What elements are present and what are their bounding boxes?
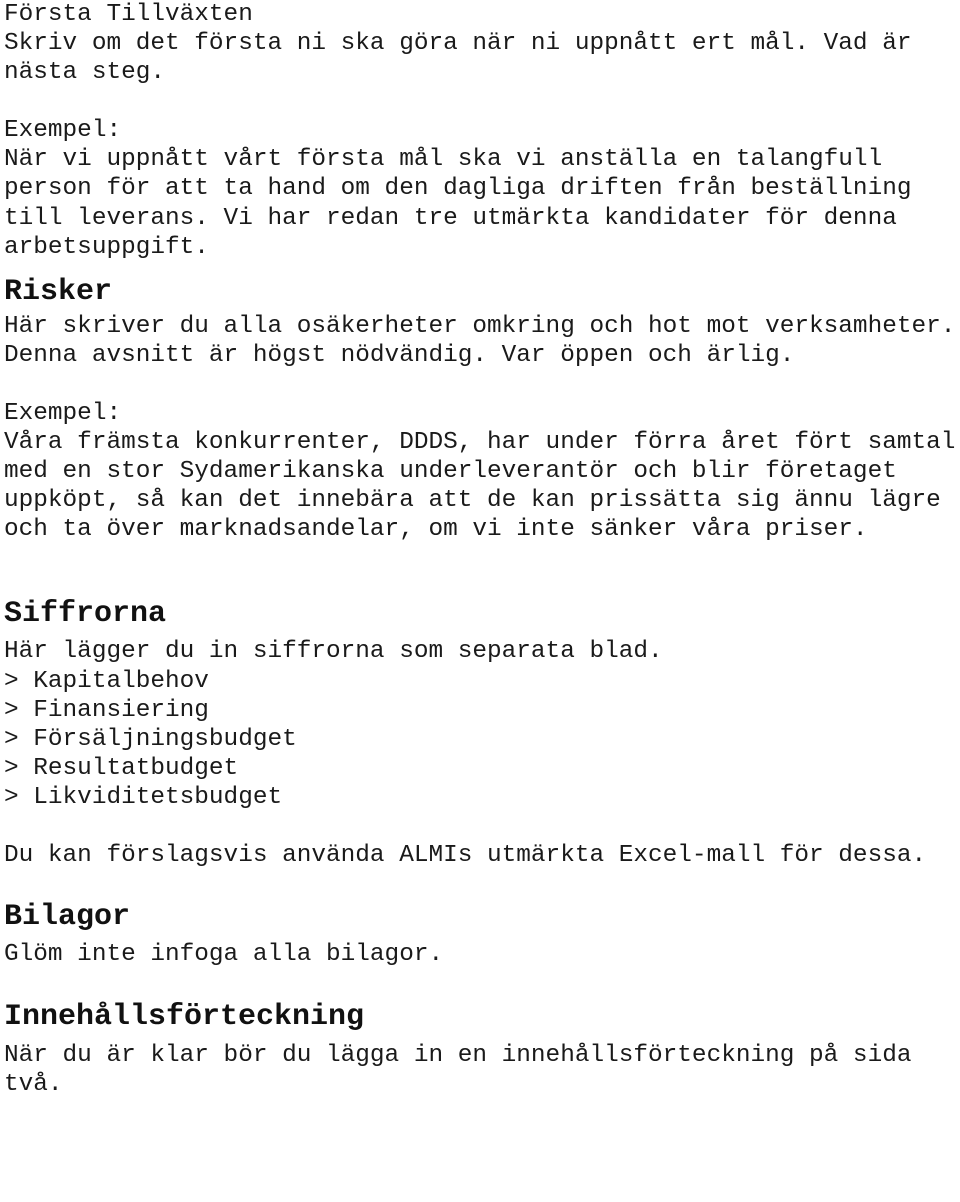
list-item: > Likviditetsbudget bbox=[4, 783, 283, 811]
attachments-heading: Bilagor bbox=[4, 900, 131, 935]
attachments-text: Glöm inte infoga alla bilagor. bbox=[4, 941, 444, 969]
list-item: > Resultatbudget bbox=[4, 754, 239, 782]
list-item: > Kapitalbehov bbox=[4, 667, 209, 695]
growth-title: Första Tillväxten bbox=[4, 1, 253, 28]
growth-example-label: Exempel: bbox=[4, 117, 122, 145]
section-growth bbox=[4, 0, 958, 262]
figures-heading: Siffrorna bbox=[4, 597, 167, 632]
figures-note: Du kan förslagsvis använda ALMIs utmärkta Excel-mall för dessa. bbox=[4, 841, 927, 869]
risks-example-label: Exempel: bbox=[4, 399, 122, 427]
growth-example-text: När vi uppnått vårt första mål ska vi anställa en talangfull person för att ta hand om den dagliga driften från beställning till leverans. Vi har redan tre utmärkta kandidater för denna arbetsuppgift. bbox=[4, 146, 912, 261]
section-figures bbox=[4, 596, 958, 870]
spacer bbox=[4, 87, 958, 116]
risks-heading: Risker bbox=[4, 274, 113, 309]
toc-text: När du är klar bör du lägga in en innehållsförteckning på sida två. bbox=[4, 1042, 912, 1099]
section-toc bbox=[4, 999, 958, 1099]
section-attachments bbox=[4, 899, 958, 969]
section-risks bbox=[4, 274, 958, 545]
figures-intro: Här lägger du in siffrorna som separata blad. bbox=[4, 638, 663, 666]
list-item: > Finansiering bbox=[4, 696, 209, 724]
document-page bbox=[4, 0, 958, 1099]
growth-intro: Skriv om det första ni ska göra när ni uppnått ert mål. Vad är nästa steg. bbox=[4, 30, 912, 87]
risks-intro: Här skriver du alla osäkerheter omkring och hot mot verksamheter. Denna avsnitt är högst nödvändig. Var öppen och ärlig. bbox=[4, 312, 956, 369]
toc-heading: Innehållsförteckning bbox=[4, 1000, 365, 1035]
spacer bbox=[4, 370, 958, 399]
list-item: > Försäljningsbudget bbox=[4, 725, 297, 753]
risks-example-text: Våra främsta konkurrenter, DDDS, har under förra året fört samtal med en stor Sydamerikanska underleverantör och blir företaget uppköpt, så kan det innebära att de kan prissätta sig ännu lägre och ta över marknadsandelar, om vi inte sänker våra priser. bbox=[4, 429, 956, 544]
spacer bbox=[4, 812, 958, 841]
figures-list bbox=[4, 667, 958, 812]
